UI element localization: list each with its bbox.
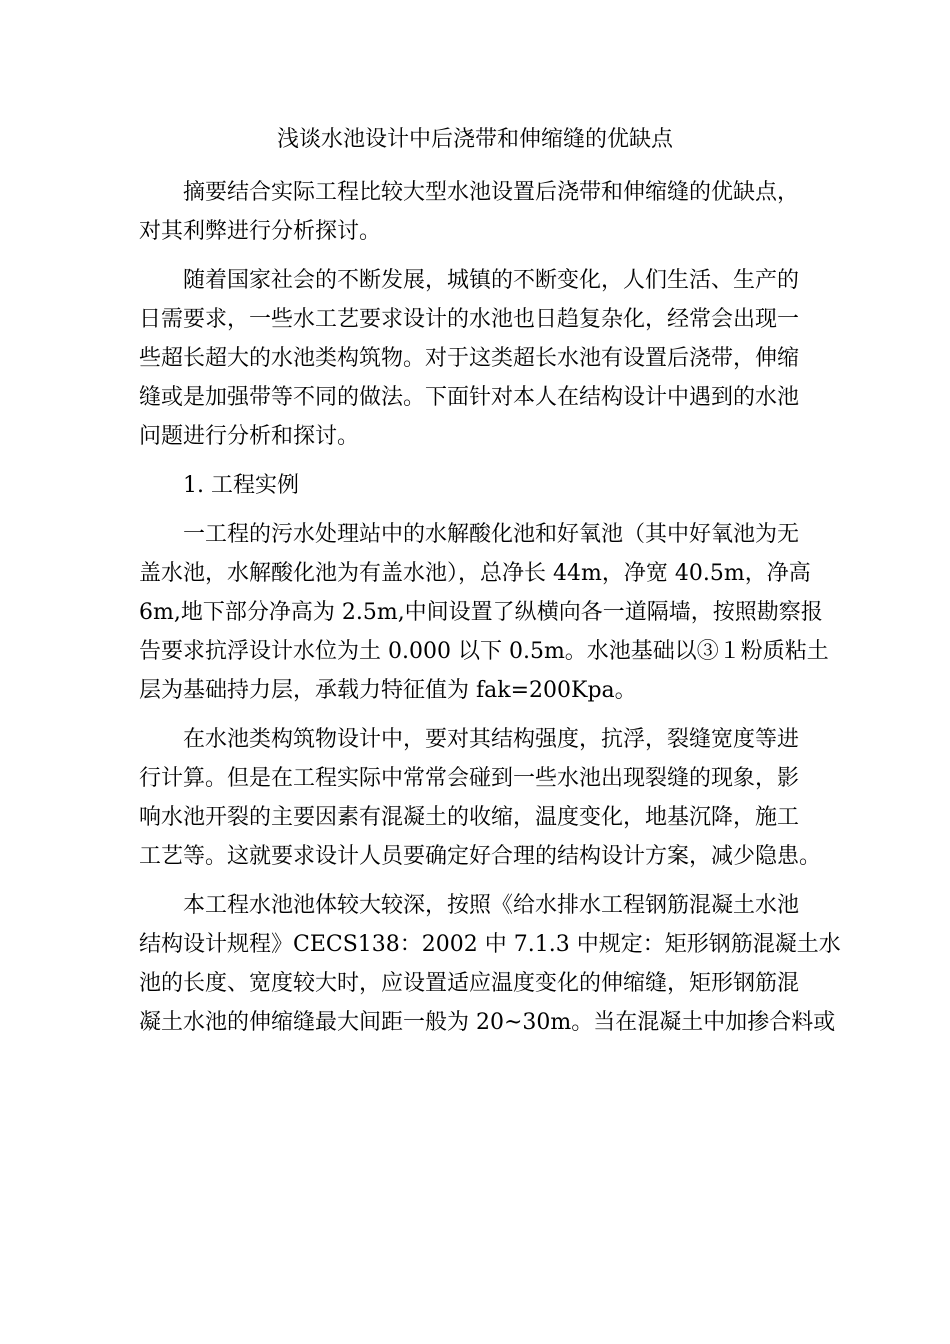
- intro-paragraph: [139, 261, 819, 456]
- intro-line-5: 问题进行分析和探讨。: [139, 424, 360, 449]
- intro-line-4: 缝或是加强带等不同的做法。下面针对本人在结构设计中遇到的水池: [139, 385, 800, 410]
- abstract-paragraph: [139, 173, 819, 251]
- design-line-3: 响水池开裂的主要因素有混凝土的收缩，温度变化，地基沉降，施工: [139, 805, 800, 830]
- code-line-1: 本工程水池池体较大较深，按照《给水排水工程钢筋混凝土水池: [183, 893, 800, 918]
- example-paragraph: [139, 515, 829, 710]
- example-line-3: 6m,地下部分净高为 2.5m,中间设置了纵横向各一道隔墙，按照勘察报: [139, 600, 823, 625]
- example-line-4: 告要求抗浮设计水位为土 0.000 以下 0.5m。水池基础以③１粉质粘土: [139, 639, 829, 664]
- example-line-1: 一工程的污水处理站中的水解酸化池和好氧池（其中好氧池为无: [183, 522, 800, 547]
- intro-line-2: 日需要求，一些水工艺要求设计的水池也日趋复杂化，经常会出现一: [139, 307, 800, 332]
- intro-line-1: 随着国家社会的不断发展，城镇的不断变化，人们生活、生产的: [183, 268, 800, 293]
- code-line-2: 结构设计规程》CECS138：2002 中 7.1.3 中规定：矩形钢筋混凝土水: [139, 932, 841, 957]
- design-line-2: 行计算。但是在工程实际中常常会碰到一些水池出现裂缝的现象，影: [139, 766, 800, 791]
- code-line-3: 池的长度、宽度较大时，应设置适应温度变化的伸缩缝，矩形钢筋混: [139, 971, 800, 996]
- example-line-5: 层为基础持力层，承载力特征值为 fak=200Kpa。: [139, 678, 637, 703]
- design-line-4: 工艺等。这就要求设计人员要确定好合理的结构设计方案，减少隐患。: [139, 844, 822, 869]
- section-heading-1: 1. 工程实例: [183, 473, 299, 498]
- intro-line-3: 些超长超大的水池类构筑物。对于这类超长水池有设置后浇带，伸缩: [139, 346, 800, 371]
- code-paragraph: [139, 886, 841, 1042]
- document-title: 浅谈水池设计中后浇带和伸缩缝的优缺点: [276, 127, 673, 152]
- design-line-1: 在水池类构筑物设计中，要对其结构强度，抗浮，裂缝宽度等进: [183, 727, 800, 752]
- code-line-4: 凝土水池的伸缩缝最大间距一般为 20~30m。当在混凝土中加掺合料或: [139, 1010, 836, 1035]
- design-paragraph: [139, 720, 822, 876]
- abstract-line-1: 摘要结合实际工程比较大型水池设置后浇带和伸缩缝的优缺点，: [183, 180, 800, 205]
- example-line-2: 盖水池，水解酸化池为有盖水池），总净长 44m，净宽 40.5m，净高: [139, 561, 811, 586]
- abstract-line-2: 对其利弊进行分析探讨。: [139, 219, 382, 244]
- document-body: [139, 173, 841, 1052]
